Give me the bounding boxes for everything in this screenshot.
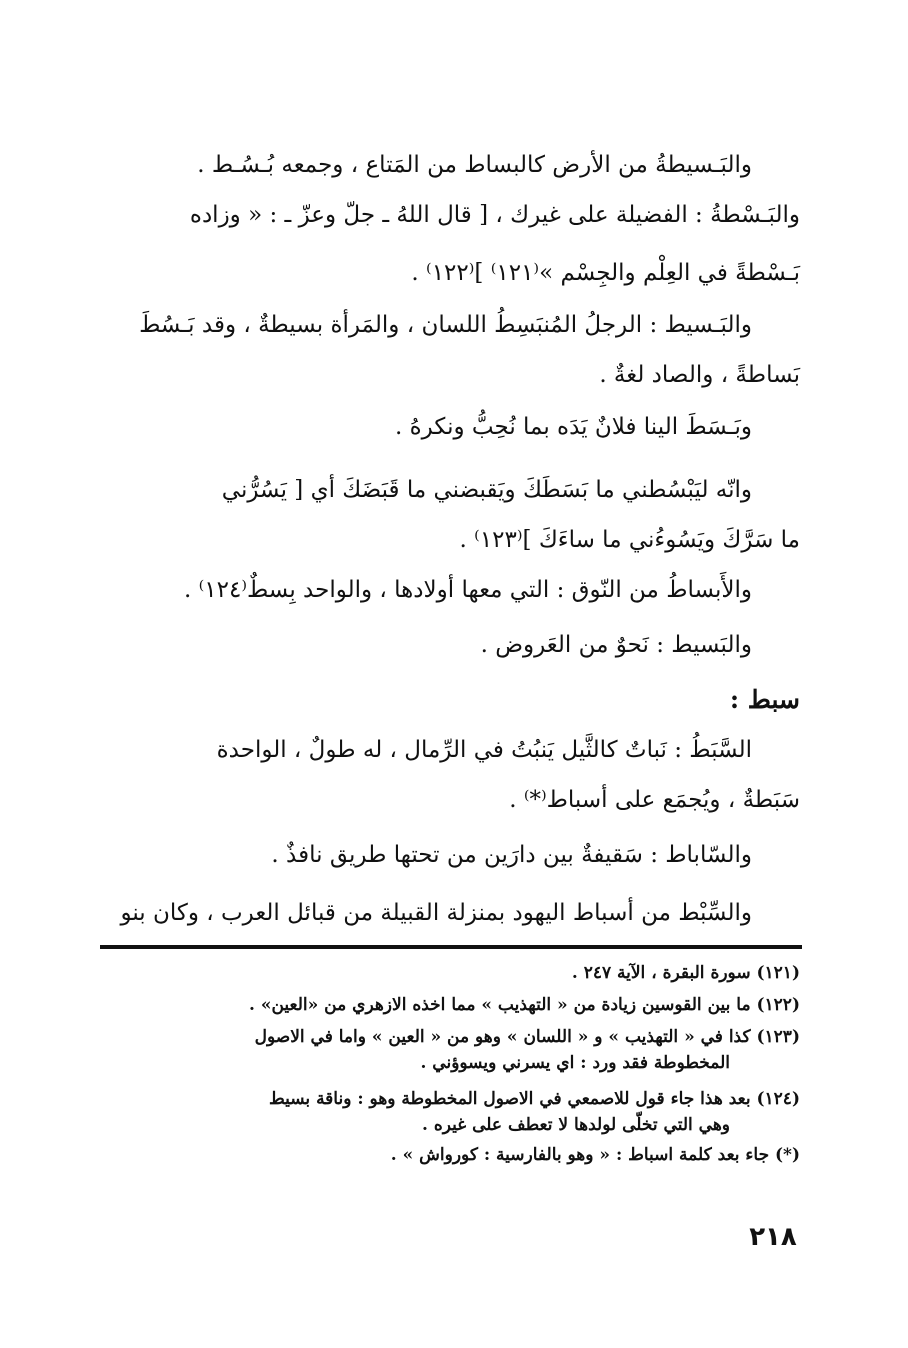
text-line: السَّبَطُ : نَباتٌ كالثَّيل يَنبُتُ في الرِّمال ، له طولٌ ، الواحدة	[216, 737, 752, 763]
text-line: والبَسيط : نَحوٌ من العَروض .	[480, 632, 752, 658]
text-line: بَـسْطةً في العِلْم والجِسْم »⁽١٢١⁾ ]⁽١٢٢⁾ .	[411, 260, 800, 286]
text-line: والبَـسيطةُ من الأرض كالبساط من المَتاع ، وجمعه بُـسُـط .	[197, 152, 752, 178]
footnote-continuation: وهي التي تخلّى لولدها لا تعطف على غيره .	[422, 1115, 730, 1135]
footnote-continuation: المخطوطة فقد ورد : اي يسرني ويسوؤني .	[420, 1053, 730, 1073]
text-line: وبَـسَطَ الينا فلانٌ يَدَه بما نُحِبُّ ونكرهُ .	[395, 414, 752, 440]
page-number: ٢١٨	[749, 1222, 797, 1252]
text-line: والأَبساطُ من النّوق : التي معها أولادها ، والواحد بِسطٌ⁽١٢٤⁾ .	[183, 577, 752, 603]
text-line: وانّه ليَبْسُطني ما بَسَطَكَ ويَقبضني ما قَبَضَكَ أي [ يَسُرُّني	[221, 477, 752, 503]
footnote: (١٢٢) ما بين القوسين زيادة من « التهذيب » مما اخذه الازهري من «العين» .	[249, 995, 800, 1015]
footnote: (١٢٣) كذا في « التهذيب » و « اللسان » وهو من « العين » واما في الاصول	[254, 1027, 800, 1047]
footnote-divider	[100, 945, 802, 949]
text-line: والبَـسيط : الرجلُ المُنبَسِطُ اللسان ، والمَرأة بسيطةٌ ، وقد بَـسُطَ	[139, 312, 752, 338]
footnote: (١٢٤) بعد هذا جاء قول للاصمعي في الاصول المخطوطة وهو : وناقة بسيط	[268, 1089, 800, 1109]
text-line: والسِّبْط من أسباط اليهود بمنزلة القبيلة من قبائل العرب ، وكان بنو	[120, 900, 752, 926]
text-line: ما سَرَّكَ ويَسُوءُني ما ساءَكَ ]⁽١٢٣⁾ .	[459, 527, 800, 553]
entry-heading: سبط :	[729, 685, 800, 714]
footnote: (١٢١) سورة البقرة ، الآية ٢٤٧ .	[571, 963, 800, 983]
text-line: سَبَطةٌ ، ويُجمَع على أسباط⁽*⁾ .	[509, 787, 800, 813]
text-line: والبَـسْطةُ : الفضيلة على غيرك ، [ قال اللهُ ـ جلّ وعزّ ـ : « وزاده	[189, 202, 800, 228]
text-line: بَساطةً ، والصاد لغةٌ .	[599, 362, 800, 388]
text-line: والسّاباط : سَقيفةٌ بين دارَين من تحتها طريق نافذٌ .	[271, 842, 752, 868]
footnote: (*) جاء بعد كلمة اسباط : « وهو بالفارسية : كورواش » .	[390, 1145, 800, 1165]
